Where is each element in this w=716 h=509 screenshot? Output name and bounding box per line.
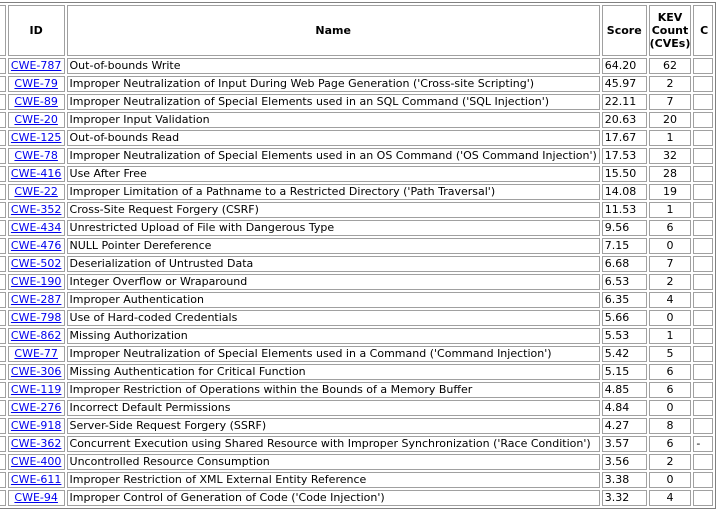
score-cell: 11.53 (602, 202, 647, 218)
table-row (0, 148, 713, 164)
table-header-row (0, 5, 713, 56)
kev-count-cell: 6 (649, 436, 692, 452)
rank-cell (0, 184, 6, 200)
truncated-cell (693, 184, 713, 200)
rank-cell (0, 292, 6, 308)
score-cell: 3.56 (602, 454, 647, 470)
truncated-cell (693, 58, 713, 74)
kev-header-line-3: (CVEs) (649, 37, 691, 50)
cwe-id-cell (8, 436, 65, 452)
cwe-top-25-table (0, 2, 716, 509)
weakness-name-cell: Improper Limitation of a Pathname to a Restricted Directory ('Path Traversal') (67, 184, 600, 200)
table-row (0, 472, 713, 488)
table-row (0, 364, 713, 380)
score-cell: 5.66 (602, 310, 647, 326)
kev-count-cell: 5 (649, 346, 692, 362)
cwe-id-link[interactable]: CWE-352 (10, 203, 62, 216)
cwe-id-link[interactable]: CWE-287 (10, 293, 62, 306)
weakness-name-cell: Improper Neutralization of Special Elements used in an OS Command ('OS Command Injection') (67, 148, 600, 164)
truncated-cell (693, 418, 713, 434)
kev-count-cell: 7 (649, 94, 692, 110)
score-cell: 7.15 (602, 238, 647, 254)
table-row (0, 346, 713, 362)
table-row (0, 166, 713, 182)
rank-cell (0, 328, 6, 344)
cwe-id-cell (8, 418, 65, 434)
cwe-id-cell (8, 490, 65, 506)
kev-count-cell: 2 (649, 274, 692, 290)
cwe-id-cell (8, 382, 65, 398)
table-row (0, 274, 713, 290)
table-row (0, 220, 713, 236)
rank-cell (0, 58, 6, 74)
weakness-name-cell: Integer Overflow or Wraparound (67, 274, 600, 290)
kev-count-cell: 8 (649, 418, 692, 434)
cwe-id-link[interactable]: CWE-416 (10, 167, 62, 180)
weakness-name-cell: Use of Hard-coded Credentials (67, 310, 600, 326)
truncated-cell (693, 310, 713, 326)
cwe-id-cell (8, 238, 65, 254)
weakness-name-cell: Improper Control of Generation of Code ('Code Injection') (67, 490, 600, 506)
rank-cell (0, 220, 6, 236)
page-viewport (0, 2, 716, 504)
cwe-id-cell (8, 148, 65, 164)
table-row (0, 454, 713, 470)
cwe-id-link[interactable]: CWE-306 (10, 365, 62, 378)
truncated-cell (693, 382, 713, 398)
score-cell: 20.63 (602, 112, 647, 128)
truncated-cell (693, 274, 713, 290)
cwe-id-link[interactable]: CWE-862 (10, 329, 62, 342)
score-cell: 6.68 (602, 256, 647, 272)
truncated-cell (693, 454, 713, 470)
weakness-name-cell: Uncontrolled Resource Consumption (67, 454, 600, 470)
kev-count-cell: 4 (649, 490, 692, 506)
kev-count-cell: 19 (649, 184, 692, 200)
kev-count-column-header (649, 5, 692, 56)
rank-cell (0, 364, 6, 380)
cwe-id-link[interactable]: CWE-918 (10, 419, 62, 432)
cwe-id-link[interactable]: CWE-798 (10, 311, 62, 324)
cwe-id-cell (8, 310, 65, 326)
rank-cell (0, 238, 6, 254)
table-row (0, 238, 713, 254)
score-cell: 6.53 (602, 274, 647, 290)
table-row (0, 436, 713, 452)
cwe-id-cell (8, 184, 65, 200)
cwe-id-cell (8, 346, 65, 362)
weakness-name-cell: NULL Pointer Dereference (67, 238, 600, 254)
rank-cell (0, 400, 6, 416)
weakness-name-cell: Improper Neutralization of Input During Web Page Generation ('Cross-site Scripting') (67, 76, 600, 92)
truncated-cell (693, 112, 713, 128)
cwe-id-cell (8, 76, 65, 92)
kev-count-cell: 0 (649, 238, 692, 254)
table-row (0, 490, 713, 506)
table-row (0, 400, 713, 416)
rank-cell (0, 148, 6, 164)
cwe-id-cell (8, 202, 65, 218)
cwe-id-link[interactable]: CWE-89 (14, 95, 58, 108)
score-cell: 3.38 (602, 472, 647, 488)
truncated-cell (693, 328, 713, 344)
kev-count-cell: 1 (649, 328, 692, 344)
score-cell: 45.97 (602, 76, 647, 92)
kev-count-cell: 32 (649, 148, 692, 164)
score-cell: 64.20 (602, 58, 647, 74)
rank-cell (0, 274, 6, 290)
rank-cell (0, 418, 6, 434)
weakness-name-cell: Improper Restriction of Operations within the Bounds of a Memory Buffer (67, 382, 600, 398)
cwe-id-link[interactable]: CWE-434 (10, 221, 62, 234)
cwe-id-link[interactable]: CWE-77 (14, 347, 58, 360)
kev-count-cell: 1 (649, 130, 692, 146)
weakness-name-cell: Improper Neutralization of Special Elements used in an SQL Command ('SQL Injection') (67, 94, 600, 110)
rank-cell (0, 472, 6, 488)
table-row (0, 382, 713, 398)
cwe-id-cell (8, 292, 65, 308)
weakness-name-cell: Improper Input Validation (67, 112, 600, 128)
score-cell: 14.08 (602, 184, 647, 200)
cwe-id-cell (8, 256, 65, 272)
cwe-id-link[interactable]: CWE-20 (14, 113, 58, 126)
kev-count-cell: 62 (649, 58, 692, 74)
cwe-id-link[interactable]: CWE-276 (10, 401, 62, 414)
table-row (0, 112, 713, 128)
cwe-id-link[interactable]: CWE-78 (14, 149, 58, 162)
weakness-name-cell: Deserialization of Untrusted Data (67, 256, 600, 272)
cwe-id-link[interactable]: CWE-400 (10, 455, 62, 468)
cwe-id-cell (8, 400, 65, 416)
score-cell: 3.32 (602, 490, 647, 506)
kev-count-cell: 0 (649, 400, 692, 416)
rank-cell (0, 76, 6, 92)
weakness-name-cell: Out-of-bounds Read (67, 130, 600, 146)
cwe-id-link[interactable]: CWE-611 (10, 473, 62, 486)
score-cell: 3.57 (602, 436, 647, 452)
score-cell: 4.85 (602, 382, 647, 398)
score-cell: 4.27 (602, 418, 647, 434)
table-row (0, 328, 713, 344)
score-cell: 5.53 (602, 328, 647, 344)
truncated-cell (693, 256, 713, 272)
cwe-id-link[interactable]: CWE-119 (10, 383, 62, 396)
kev-count-cell: 2 (649, 454, 692, 470)
rank-cell (0, 166, 6, 182)
cwe-id-link[interactable]: CWE-125 (10, 131, 62, 144)
cwe-id-link[interactable]: CWE-362 (10, 437, 62, 450)
table-row (0, 310, 713, 326)
kev-count-cell: 0 (649, 310, 692, 326)
rank-cell (0, 310, 6, 326)
score-cell: 5.42 (602, 346, 647, 362)
weakness-name-cell: Server-Side Request Forgery (SSRF) (67, 418, 600, 434)
id-column-header: ID (8, 5, 65, 56)
cwe-id-cell (8, 274, 65, 290)
cwe-id-link[interactable]: CWE-787 (10, 59, 62, 72)
kev-count-cell: 1 (649, 202, 692, 218)
weakness-name-cell: Concurrent Execution using Shared Resource with Improper Synchronization ('Race Condition') (67, 436, 600, 452)
cwe-id-cell (8, 328, 65, 344)
weakness-name-cell: Improper Authentication (67, 292, 600, 308)
weakness-name-cell: Missing Authorization (67, 328, 600, 344)
cwe-id-cell (8, 364, 65, 380)
truncated-cell (693, 166, 713, 182)
table-row (0, 256, 713, 272)
truncated-cell (693, 130, 713, 146)
table-row (0, 418, 713, 434)
cwe-id-cell (8, 220, 65, 236)
table-row (0, 292, 713, 308)
kev-header-line-1: KEV (657, 11, 683, 24)
weakness-name-cell: Out-of-bounds Write (67, 58, 600, 74)
kev-count-cell: 6 (649, 220, 692, 236)
cwe-id-cell (8, 454, 65, 470)
rank-cell (0, 490, 6, 506)
truncated-cell (693, 202, 713, 218)
truncated-cell (693, 238, 713, 254)
rank-cell (0, 130, 6, 146)
weakness-name-cell: Improper Neutralization of Special Elements used in a Command ('Command Injection') (67, 346, 600, 362)
cwe-id-cell (8, 130, 65, 146)
table-row (0, 202, 713, 218)
cwe-id-link[interactable]: CWE-22 (14, 185, 58, 198)
score-cell: 22.11 (602, 94, 647, 110)
kev-count-cell: 4 (649, 292, 692, 308)
cwe-id-cell (8, 58, 65, 74)
cwe-id-link[interactable]: CWE-502 (10, 257, 62, 270)
score-cell: 9.56 (602, 220, 647, 236)
truncated-cell (693, 472, 713, 488)
weakness-name-cell: Improper Restriction of XML External Entity Reference (67, 472, 600, 488)
cwe-id-cell (8, 166, 65, 182)
kev-count-cell: 6 (649, 382, 692, 398)
rank-cell (0, 202, 6, 218)
cwe-id-cell (8, 112, 65, 128)
kev-header-line-2: Count (651, 24, 689, 37)
rank-cell (0, 436, 6, 452)
cwe-id-link[interactable]: CWE-476 (10, 239, 62, 252)
truncated-cell (693, 400, 713, 416)
cwe-id-link[interactable]: CWE-79 (14, 77, 58, 90)
truncated-cell (693, 490, 713, 506)
truncated-cell (693, 346, 713, 362)
kev-count-cell: 20 (649, 112, 692, 128)
rank-cell (0, 382, 6, 398)
truncated-cell (693, 292, 713, 308)
kev-count-cell: 6 (649, 364, 692, 380)
table-row (0, 58, 713, 74)
truncated-cell (693, 148, 713, 164)
rank-cell (0, 94, 6, 110)
weakness-name-cell: Use After Free (67, 166, 600, 182)
weakness-name-cell: Cross-Site Request Forgery (CSRF) (67, 202, 600, 218)
score-column-header: Score (602, 5, 647, 56)
truncated-column-header: C (693, 5, 713, 56)
rank-cell (0, 454, 6, 470)
truncated-cell (693, 220, 713, 236)
rank-cell (0, 112, 6, 128)
truncated-cell (693, 364, 713, 380)
score-cell: 5.15 (602, 364, 647, 380)
cwe-id-link[interactable]: CWE-190 (10, 275, 62, 288)
rank-cell (0, 346, 6, 362)
score-cell: 17.67 (602, 130, 647, 146)
score-cell: 6.35 (602, 292, 647, 308)
cwe-id-link[interactable]: CWE-94 (14, 491, 58, 504)
table-row (0, 76, 713, 92)
kev-count-cell: 28 (649, 166, 692, 182)
name-column-header: Name (67, 5, 600, 56)
table-row (0, 184, 713, 200)
kev-count-cell: 2 (649, 76, 692, 92)
truncated-cell (693, 76, 713, 92)
truncated-cell (693, 94, 713, 110)
cwe-id-cell (8, 472, 65, 488)
cwe-id-cell (8, 94, 65, 110)
table-row (0, 130, 713, 146)
table-row (0, 94, 713, 110)
weakness-name-cell: Unrestricted Upload of File with Dangerous Type (67, 220, 600, 236)
weakness-name-cell: Missing Authentication for Critical Function (67, 364, 600, 380)
rank-cell (0, 256, 6, 272)
rank-column-header (0, 5, 6, 56)
kev-count-cell: 7 (649, 256, 692, 272)
weakness-name-cell: Incorrect Default Permissions (67, 400, 600, 416)
score-cell: 4.84 (602, 400, 647, 416)
score-cell: 15.50 (602, 166, 647, 182)
kev-count-cell: 0 (649, 472, 692, 488)
truncated-cell: - (693, 436, 713, 452)
score-cell: 17.53 (602, 148, 647, 164)
